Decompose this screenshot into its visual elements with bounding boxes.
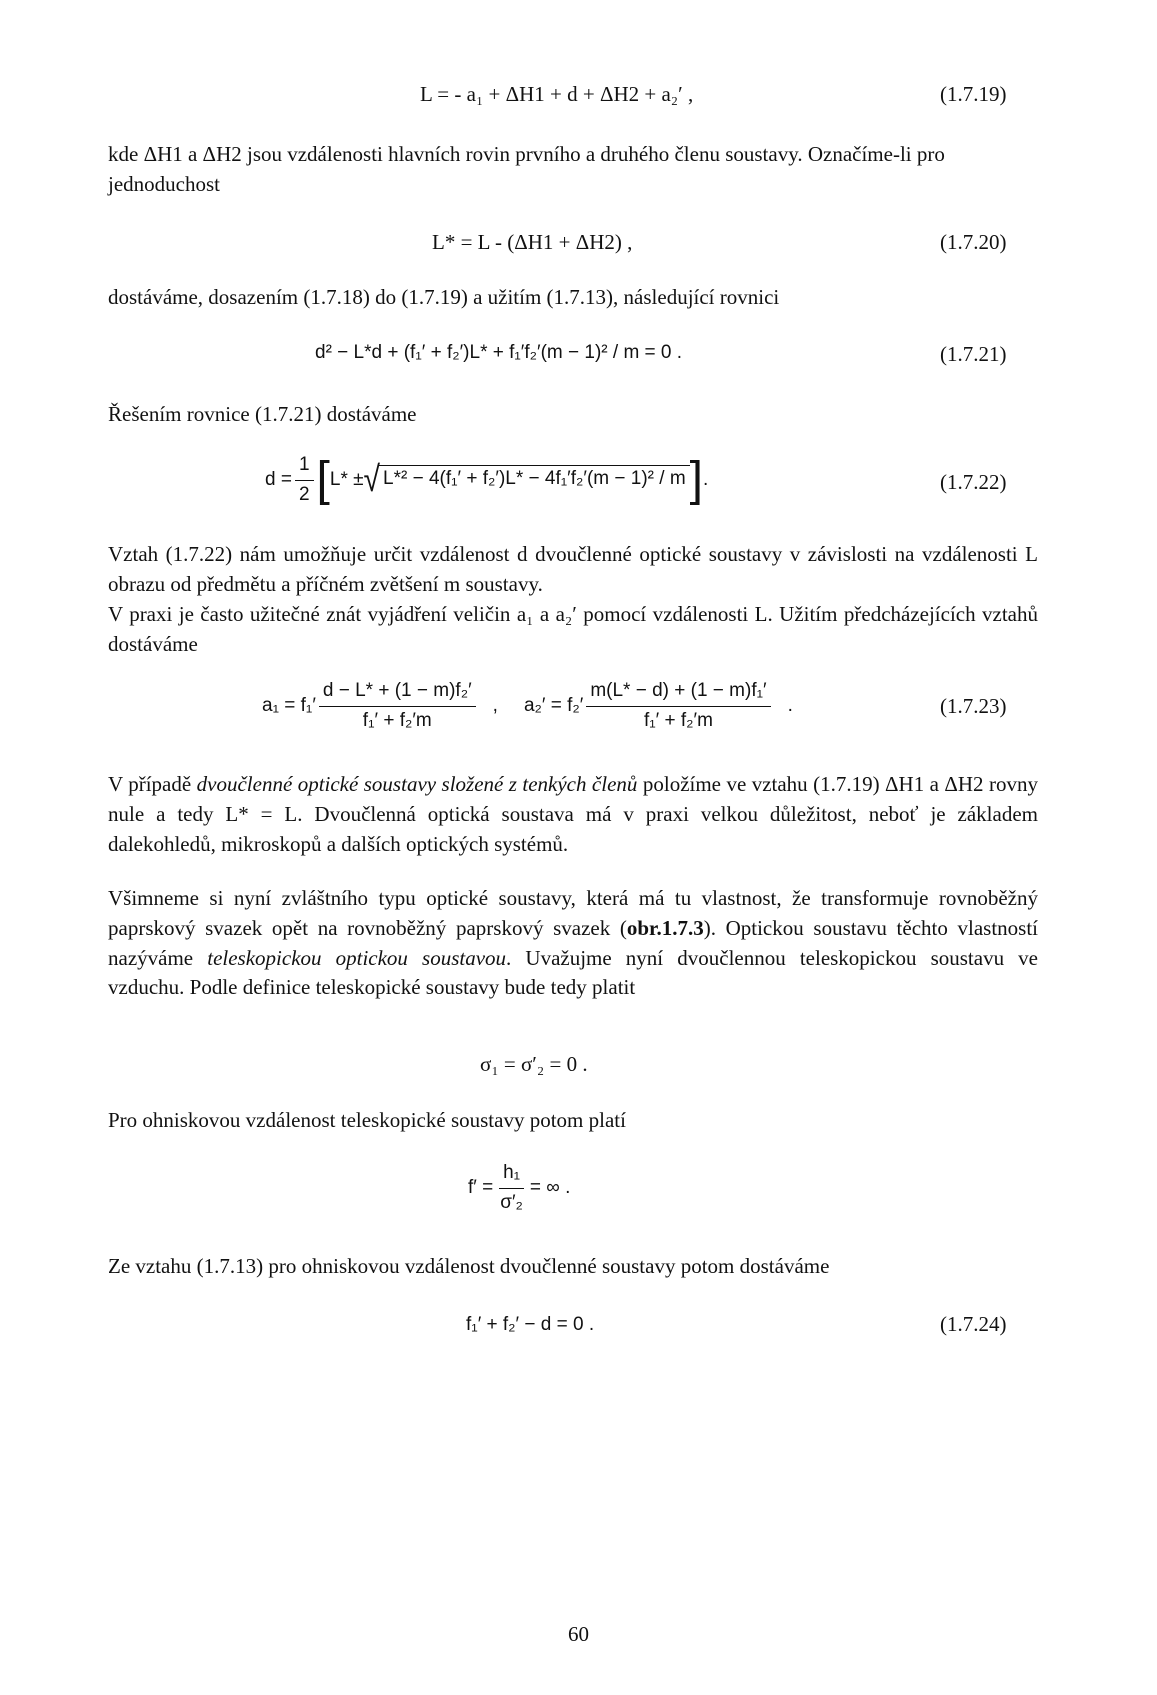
equation-sigma: σ₁ = σ′₂ = 0 . (480, 1052, 588, 1076)
eq-22-end: . (703, 468, 709, 490)
eq-23-a2-den: f₁′ + f₂′m (643, 709, 713, 731)
eq-23-a2-fraction (586, 678, 770, 735)
figure-reference: obr.1.7.3 (626, 915, 704, 940)
eq-22-radicand: L*² − 4(f₁′ + f₂′)L* − 4f₁′f₂′(m − 1)² / m (379, 465, 690, 495)
eq-23-a1-num: d − L* + (1 − m)f₂′ (319, 678, 476, 707)
eq-23-end: . (787, 694, 793, 716)
paragraph-6-pre: V případě (108, 772, 197, 796)
paragraph-7-mid: ). Optickou soustavu těchto vlastností nazýváme (108, 915, 1038, 970)
eq-22-half-num: 1 (295, 452, 314, 481)
paragraph-1: kde ΔH1 a ΔH2 jsou vzdálenosti hlavních rovin prvního a druhého členu soustavy. Označíme-li pro jednoduchost (108, 142, 945, 196)
equation-label-1-7-22: (1.7.22) (940, 470, 1007, 494)
paragraph-6-italic: dvoučlenné optické soustavy složené z tenkých členů (196, 772, 638, 796)
paragraph-7-post: . Uvažujme nyní dvoučlennou teleskopickou soustavu ve vzduchu. Podle definice teleskopické soustavy bude tedy platit (108, 945, 1038, 1000)
paragraph-7-italic: teleskopickou optickou soustavou (207, 945, 507, 970)
eq-23-a2-num: m(L* − d) + (1 − m)f₁′ (586, 678, 770, 707)
eq-22-left-bracket: [ (316, 453, 330, 507)
paragraph-3: Řešením rovnice (1.7.21) dostáváme (108, 402, 417, 426)
paragraph-8: Pro ohniskovou vzdálenost teleskopické soustavy potom platí (108, 1108, 626, 1132)
eq-22-lhs: d = (265, 468, 292, 490)
paragraph-2: dostáváme, dosazením (1.7.18) do (1.7.19) a užitím (1.7.13), následující rovnici (108, 285, 780, 309)
equation-1-7-24: f₁′ + f₂′ − d = 0 . (466, 1314, 595, 1335)
sqrt-icon: √ (363, 460, 381, 500)
page-number: 60 (568, 1622, 589, 1646)
eq-focal-num: h₁ (499, 1160, 524, 1189)
paragraph-9: Ze vztahu (1.7.13) pro ohniskovou vzdálenost dvoučlenné soustavy potom dostáváme (108, 1254, 830, 1278)
paragraph-5: V praxi je často užitečné znát vyjádření veličin a₁ a a₂′ pomocí vzdálenosti L. Užitím předcházejících vztahů dostáváme (108, 602, 1038, 656)
paragraph-7-pre: Všimneme si nyní zvláštního typu optické soustavy, která má tu vlastnost, že transformuje rovnoběžný paprskový svazek opět na rovnoběžný paprskový svazek ( (108, 886, 1038, 940)
equation-1-7-21: d² − L*d + (f₁′ + f₂′)L* + f₁′f₂′(m − 1)² / m = 0 . (315, 342, 683, 363)
eq-23-a1-fraction (319, 678, 476, 735)
equation-label-1-7-21: (1.7.21) (940, 342, 1007, 366)
eq-22-lead: L* ± (329, 468, 364, 490)
eq-22-right-bracket: ] (689, 453, 703, 507)
eq-focal-fraction (496, 1160, 527, 1217)
eq-23-a1-lhs: a₁ = f₁′ (262, 694, 316, 716)
paragraph-7 (108, 884, 1038, 1003)
eq-22-sqrt (363, 460, 690, 500)
equation-label-1-7-19: (1.7.19) (940, 82, 1007, 106)
equation-label-1-7-24: (1.7.24) (940, 1312, 1007, 1336)
equation-1-7-23 (262, 678, 793, 735)
eq-23-a2-lhs: a₂′ = f₂′ (523, 694, 584, 716)
eq-23-a1-den: f₁′ + f₂′m (362, 709, 432, 731)
paragraph-4: Vztah (1.7.22) nám umožňuje určit vzdálenost d dvoučlenné optické soustavy v závislosti na vzdálenosti L obrazu od předmětu a příčném zvětšení m soustavy. (108, 542, 1038, 596)
eq-focal-lhs: f′ = (468, 1176, 494, 1198)
equation-focal (468, 1160, 570, 1217)
paragraph-6 (108, 770, 1038, 859)
eq-22-half-den: 2 (298, 483, 310, 505)
equation-1-7-19: L = - a₁ + ΔH1 + d + ΔH2 + a₂′ , (420, 82, 694, 106)
eq-22-half-fraction (295, 452, 314, 509)
equation-label-1-7-23: (1.7.23) (940, 694, 1007, 718)
paragraph-6-post: položíme ve vztahu (1.7.19) ΔH1 a ΔH2 rovny nule a tedy L* = L. Dvoučlenná optická soustava má v praxi velkou důležitost, neboť je základem dalekohledů, mikroskopů a dalších optických systémů. (108, 772, 1038, 856)
equation-1-7-20: L* = L - (ΔH1 + ΔH2) , (432, 230, 633, 254)
eq-focal-rhs: = ∞ . (529, 1176, 571, 1198)
eq-focal-den: σ′₂ (500, 1191, 523, 1213)
equation-1-7-22 (265, 452, 708, 509)
eq-23-sep: , (492, 694, 498, 716)
equation-label-1-7-20: (1.7.20) (940, 230, 1007, 254)
